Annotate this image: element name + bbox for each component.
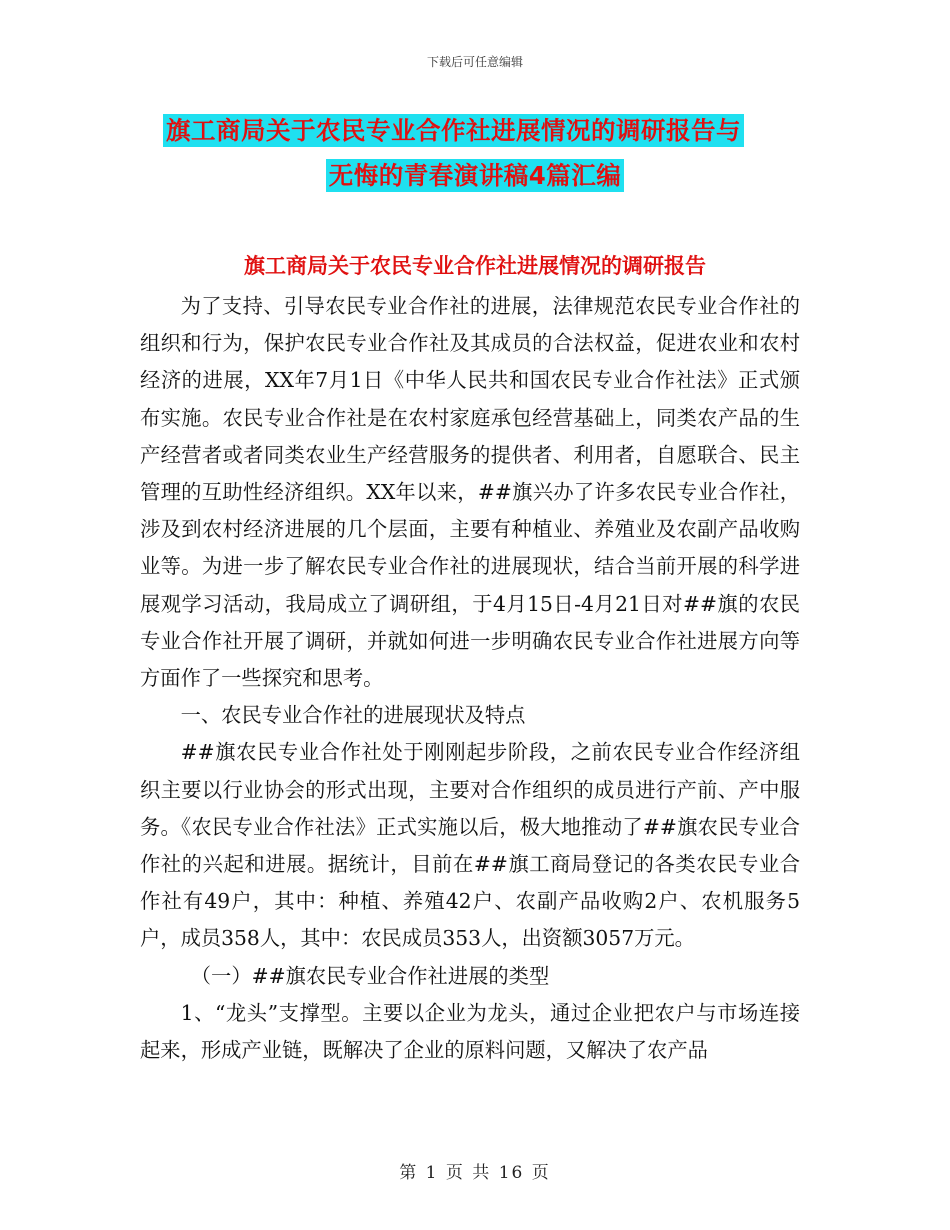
document-body [140,288,800,1069]
document-title-line1 [163,112,863,147]
page-header: 下载后可任意编辑 [426,55,523,69]
title-highlight-1: 旗工商局关于农民专业合作社进展情况的调研报告与 [163,114,744,147]
section-heading-1: 一、农民专业合作社的进展现状及特点 [180,703,526,728]
report-subtitle: 旗工商局关于农民专业合作社进展情况的调研报告 [244,254,706,278]
paragraph-type-1: 1、“龙头”支撑型。主要以企业为龙头，通过企业把农户与市场连接起来，形成产业链，既解决了企业的原料问题，又解决了农产品 [140,1000,800,1063]
paragraph-status: ##旗农民专业合作社处于刚刚起步阶段，之前农民专业合作经济组织主要以行业协会的形式出现，主要对合作组织的成员进行产前、产中服务。《农民专业合作社法》正式实施以后，极大地推动了##旗农民专业合作社的兴起和进展。据统计，目前在##旗工商局登记的各类农民专业合作社有49户，其中：种植、养殖42户、农副产品收购2户、农机服务5户，成员358人，其中：农民成员353人，出资额3057万元。 [140,740,800,951]
title-highlight-2: 无悔的青春演讲稿4篇汇编 [326,159,625,192]
document-title-line2 [0,157,950,192]
page-footer: 第 1 页 共 16 页 [399,1163,551,1183]
paragraph-intro: 为了支持、引导农民专业合作社的进展，法律规范农民专业合作社的组织和行为，保护农民专业合作社及其成员的合法权益，促进农业和农村经济的进展，XX年7月1日《中华人民共和国农民专业合作社法》正式颁布实施。农民专业合作社是在农村家庭承包经营基础上，同类农产品的生产经营者或者同类农业生产经营服务的提供者、利用者，自愿联合、民主管理的互助性经济组织。XX年以来，##旗兴办了许多农民专业合作社，涉及到农村经济进展的几个层面，主要有种植业、养殖业及农副产品收购业等。为进一步了解农民专业合作社的进展现状，结合当前开展的科学进展观学习活动，我局成立了调研组，于4月15日-4月21日对##旗的农民专业合作社开展了调研，并就如何进一步明确农民专业合作社进展方向等方面作了一些探究和思考。 [140,294,800,691]
subsection-heading-1: （一）##旗农民专业合作社进展的类型 [190,963,550,988]
